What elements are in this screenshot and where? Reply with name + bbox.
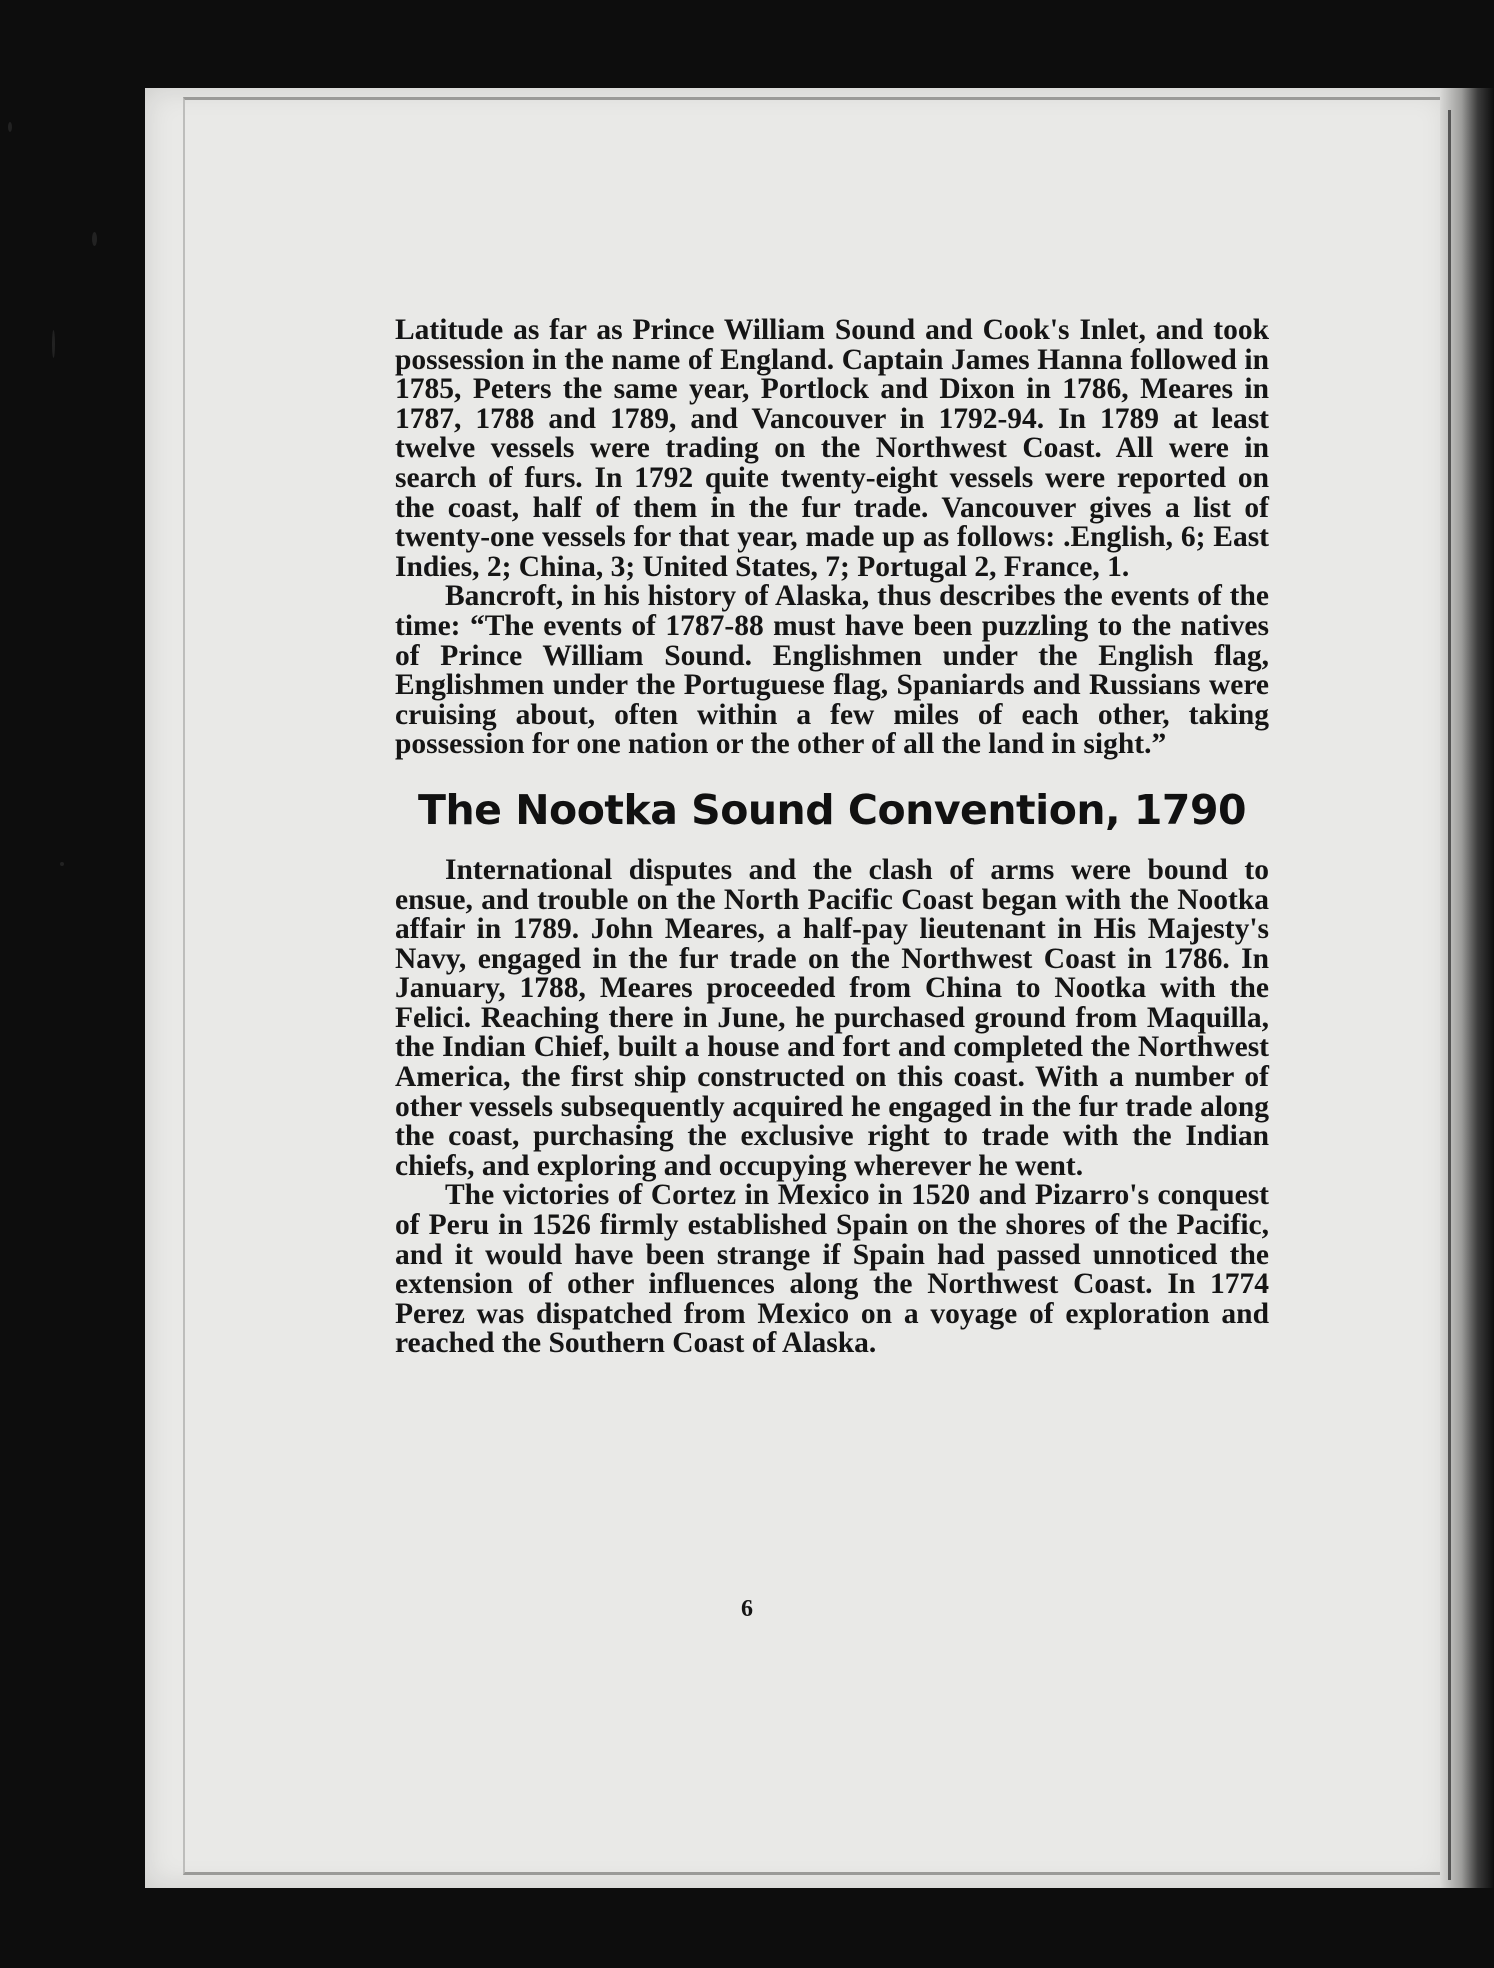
body-text bbox=[395, 316, 1269, 1359]
paragraph: The victories of Cortez in Mexico in 1520 and Pizarro's conquest of Peru in 1526 firmly established Spain on the shores of the Pacific, and it would have been strange if Spain had passed unnoticed the extension of other influences along the Northwest Coast. In 1774 Perez was dispatched from Mexico on a voyage of exploration and reached the Southern Coast of Alaska. bbox=[395, 1179, 1269, 1360]
scan-speck bbox=[60, 862, 64, 866]
scan-speck bbox=[8, 122, 12, 132]
paragraph: Latitude as far as Prince William Sound and Cook's Inlet, and took possession in the name of England. Captain James Hanna followed in 1785, Peters the same year, Portlock and Dixon in 1786, Meares in 1787, 1788 and 1789, and Vancouver in 1792-94. In 1789 at least twelve vessels were trading on the Northwest Coast. All were in search of furs. In 1792 quite twenty-eight vessels were reported on the coast, half of them in the fur trade. Vancouver gives a list of twenty-one vessels for that year, made up as follows: .English, 6; East Indies, 2; China, 3; United States, 7; Portugal 2, France, 1. bbox=[395, 314, 1269, 583]
page-number: 6 bbox=[741, 1596, 753, 1622]
paragraph: International disputes and the clash of arms were bound to ensue, and trouble on the North Pacific Coast began with the Nootka affair in 1789. John Meares, a half-pay lieutenant in His Majesty's Navy, engaged in the fur trade on the Northwest Coast in 1786. In January, 1788, Meares proceeded from China to Nootka with the Felici. Reaching there in June, he purchased ground from Maquilla, the Indian Chief, built a house and fort and completed the Northwest America, the first ship constructed on this coast. With a number of other vessels subsequently acquired he engaged in the fur trade along the coast, purchasing the exclusive right to trade with the Indian chiefs, and exploring and occupying wherever he went. bbox=[395, 853, 1269, 1182]
scan-speck bbox=[52, 330, 55, 358]
paragraph: Bancroft, in his history of Alaska, thus describes the events of the time: “The events of 1787-88 must have been puzzling to the natives of Prince William Sound. Englishmen under the English flag, Englishmen under the Portuguese flag, Spaniards and Russians were cruising about, often within a few miles of each other, taking possession for one nation or the other of all the land in sight.” bbox=[395, 580, 1269, 761]
section-heading: The Nootka Sound Convention, 1790 bbox=[417, 785, 1247, 834]
scan-speck bbox=[92, 232, 97, 246]
